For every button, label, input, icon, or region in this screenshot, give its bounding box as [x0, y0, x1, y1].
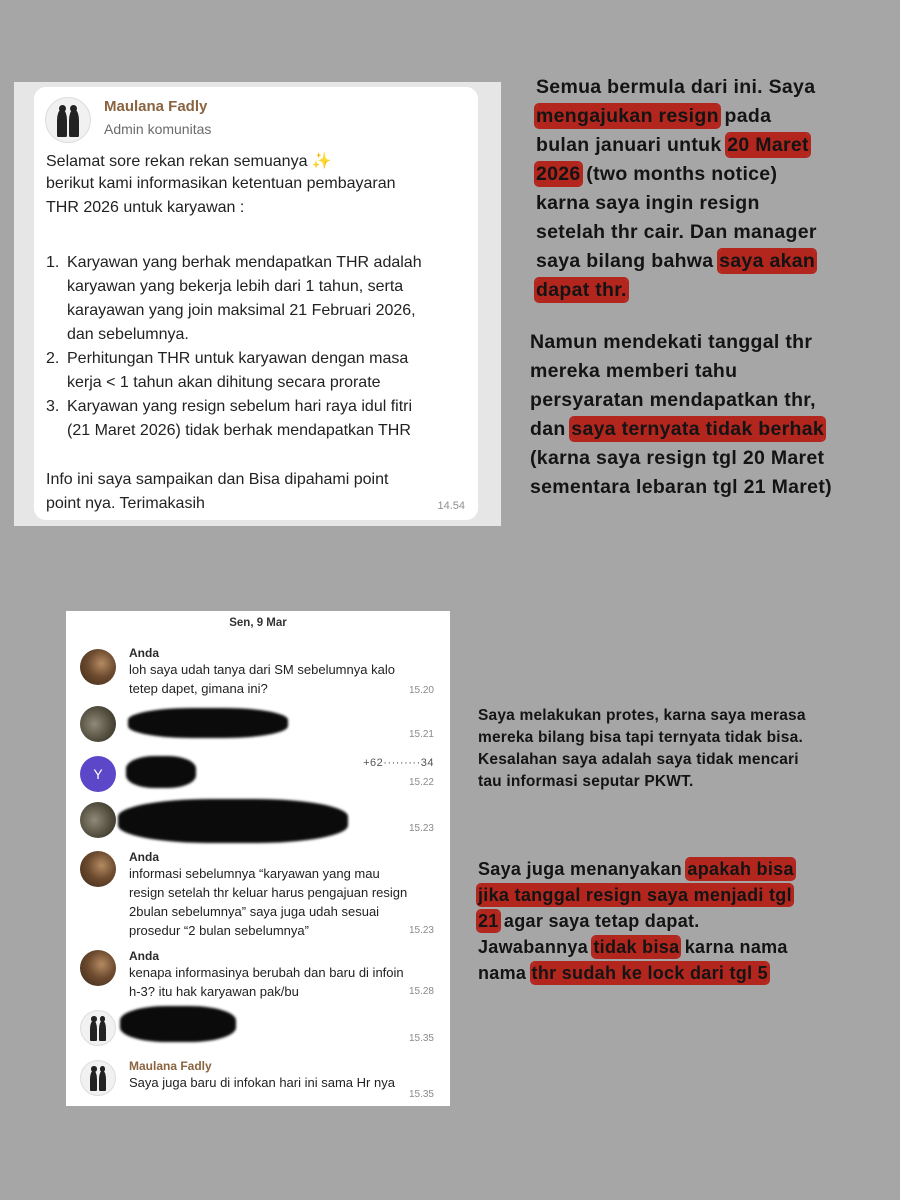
- chat-time: 15.35: [408, 1033, 434, 1044]
- user-avatar[interactable]: [80, 851, 116, 887]
- highlight: jika tanggal resign saya menjadi tgl: [478, 885, 792, 905]
- highlight: 2026: [536, 163, 581, 185]
- greeting-text: Selamat sore rekan rekan semuanya ✨: [46, 153, 332, 170]
- chat-text-line: informasi sebelumnya “karyawan yang mau: [129, 866, 380, 881]
- closing-line: Info ini saya sampaikan dan Bisa dipahami point: [46, 471, 389, 488]
- chat-sender-name: Anda: [129, 646, 159, 660]
- user-avatar[interactable]: [80, 706, 116, 742]
- chat-text-line: prosedur “2 bulan sebelumnya”: [129, 923, 309, 938]
- chat-time: 15.35: [408, 1089, 434, 1100]
- intro-line: berikut kami informasikan ketentuan pembayaran: [46, 175, 396, 192]
- chat-text-line: tetep dapet, gimana ini?: [129, 681, 268, 696]
- rule-item: 1. Karyawan yang berhak mendapatkan THR adalah karyawan yang bekerja lebih dari 1 tahun, serta karayawan yang join maksimal 21 Februari 2026, dan sebelumnya.: [46, 254, 422, 343]
- sender-avatar[interactable]: [45, 97, 91, 143]
- sender-name[interactable]: Maulana Fadly: [104, 98, 208, 115]
- message-timestamp: 14.54: [437, 500, 465, 512]
- highlight: saya ternyata tidak berhak: [571, 418, 825, 440]
- rule-item: 2. Perhitungan THR untuk karyawan dengan masa kerja < 1 tahun akan dihitung secara prorate: [46, 350, 409, 391]
- redaction-scribble: [120, 1006, 236, 1042]
- user-avatar[interactable]: [80, 649, 116, 685]
- admin-message-bubble: [34, 87, 478, 520]
- highlight: dapat thr.: [536, 279, 627, 301]
- admin-message-screenshot: [14, 82, 501, 526]
- user-avatar-letter[interactable]: Y: [80, 756, 116, 792]
- chat-sender-name: Maulana Fadly: [129, 1059, 212, 1073]
- annotation-protest: Saya melakukan protes, karna saya merasa mereka bilang bisa tapi ternyata tidak bisa. Kesalahan saya adalah saya tidak mencari tau informasi seputar PKWT.: [478, 707, 806, 790]
- redaction-scribble: [118, 799, 348, 843]
- rule-item: 3. Karyawan yang resign sebelum hari raya idul fitri (21 Maret 2026) tidak berhak mendapatkan THR: [46, 398, 413, 439]
- date-separator: Sen, 9 Mar: [229, 617, 287, 629]
- highlight: tidak bisa: [593, 937, 680, 957]
- sender-role: Admin komunitas: [104, 121, 212, 137]
- highlight: 20 Maret: [727, 134, 809, 156]
- chat-sender-name: Anda: [129, 850, 159, 864]
- chat-text-line: loh saya udah tanya dari SM sebelumnya kalo: [129, 662, 395, 677]
- chat-time: 15.28: [408, 986, 434, 997]
- highlight: 21: [478, 911, 499, 931]
- highlight: thr sudah ke lock dari tgl 5: [531, 963, 768, 983]
- annotation-intro: Semua bermula dari ini. Saya mengajukan resign pada bulan januari untuk 20 Maret 2026 (two months notice) karna saya ingin resign setelah thr cair. Dan manager saya bilang bahwa saya akan dapat thr.: [536, 76, 817, 301]
- chat-time: 15.21: [408, 729, 434, 740]
- annotation-question: Saya juga menanyakan apakah bisa jika tanggal resign saya menjadi tgl 21 agar saya tetap dapat. Jawabannya tidak bisa karna nama nama thr sudah ke lock dari tgl 5: [478, 859, 794, 983]
- chat-time: 15.20: [408, 685, 434, 696]
- highlight: saya akan: [719, 250, 816, 272]
- chat-time: 15.23: [408, 925, 434, 936]
- intro-line: THR 2026 untuk karyawan :: [46, 199, 245, 216]
- redaction-scribble: [126, 756, 196, 788]
- user-avatar[interactable]: [80, 950, 116, 986]
- closing-line: point nya. Terimakasih: [46, 495, 205, 512]
- admin-avatar[interactable]: [80, 1060, 116, 1096]
- user-avatar[interactable]: [80, 802, 116, 838]
- admin-avatar[interactable]: [80, 1010, 116, 1046]
- chat-sender-name: Anda: [129, 949, 159, 963]
- redaction-scribble: [128, 708, 288, 738]
- chat-time: 15.22: [408, 777, 434, 788]
- chat-text-line: kenapa informasinya berubah dan baru di infoin: [129, 965, 404, 980]
- thr-rules-list: [46, 251, 422, 443]
- chat-time: 15.23: [408, 823, 434, 834]
- highlight: apakah bisa: [687, 859, 794, 879]
- highlight: mengajukan resign: [536, 105, 719, 127]
- masked-phone-number: +62·········34: [363, 757, 434, 769]
- chat-text-line: Saya juga baru di infokan hari ini sama Hr nya: [129, 1075, 395, 1090]
- chat-text-line: h-3? itu hak karyawan pak/bu: [129, 984, 299, 999]
- chat-text-line: resign setelah thr keluar harus pengajuan resign: [129, 885, 408, 900]
- group-chat-screenshot: [66, 611, 450, 1106]
- chat-text-line: 2bulan sebelumnya” saya juga udah sesuai: [129, 904, 380, 919]
- annotation-not-eligible: Namun mendekati tanggal thr mereka memberi tahu persyaratan mendapatkan thr, dan saya ternyata tidak berhak (karna saya resign tgl 20 Maret sementara lebaran tgl 21 Maret): [530, 331, 832, 498]
